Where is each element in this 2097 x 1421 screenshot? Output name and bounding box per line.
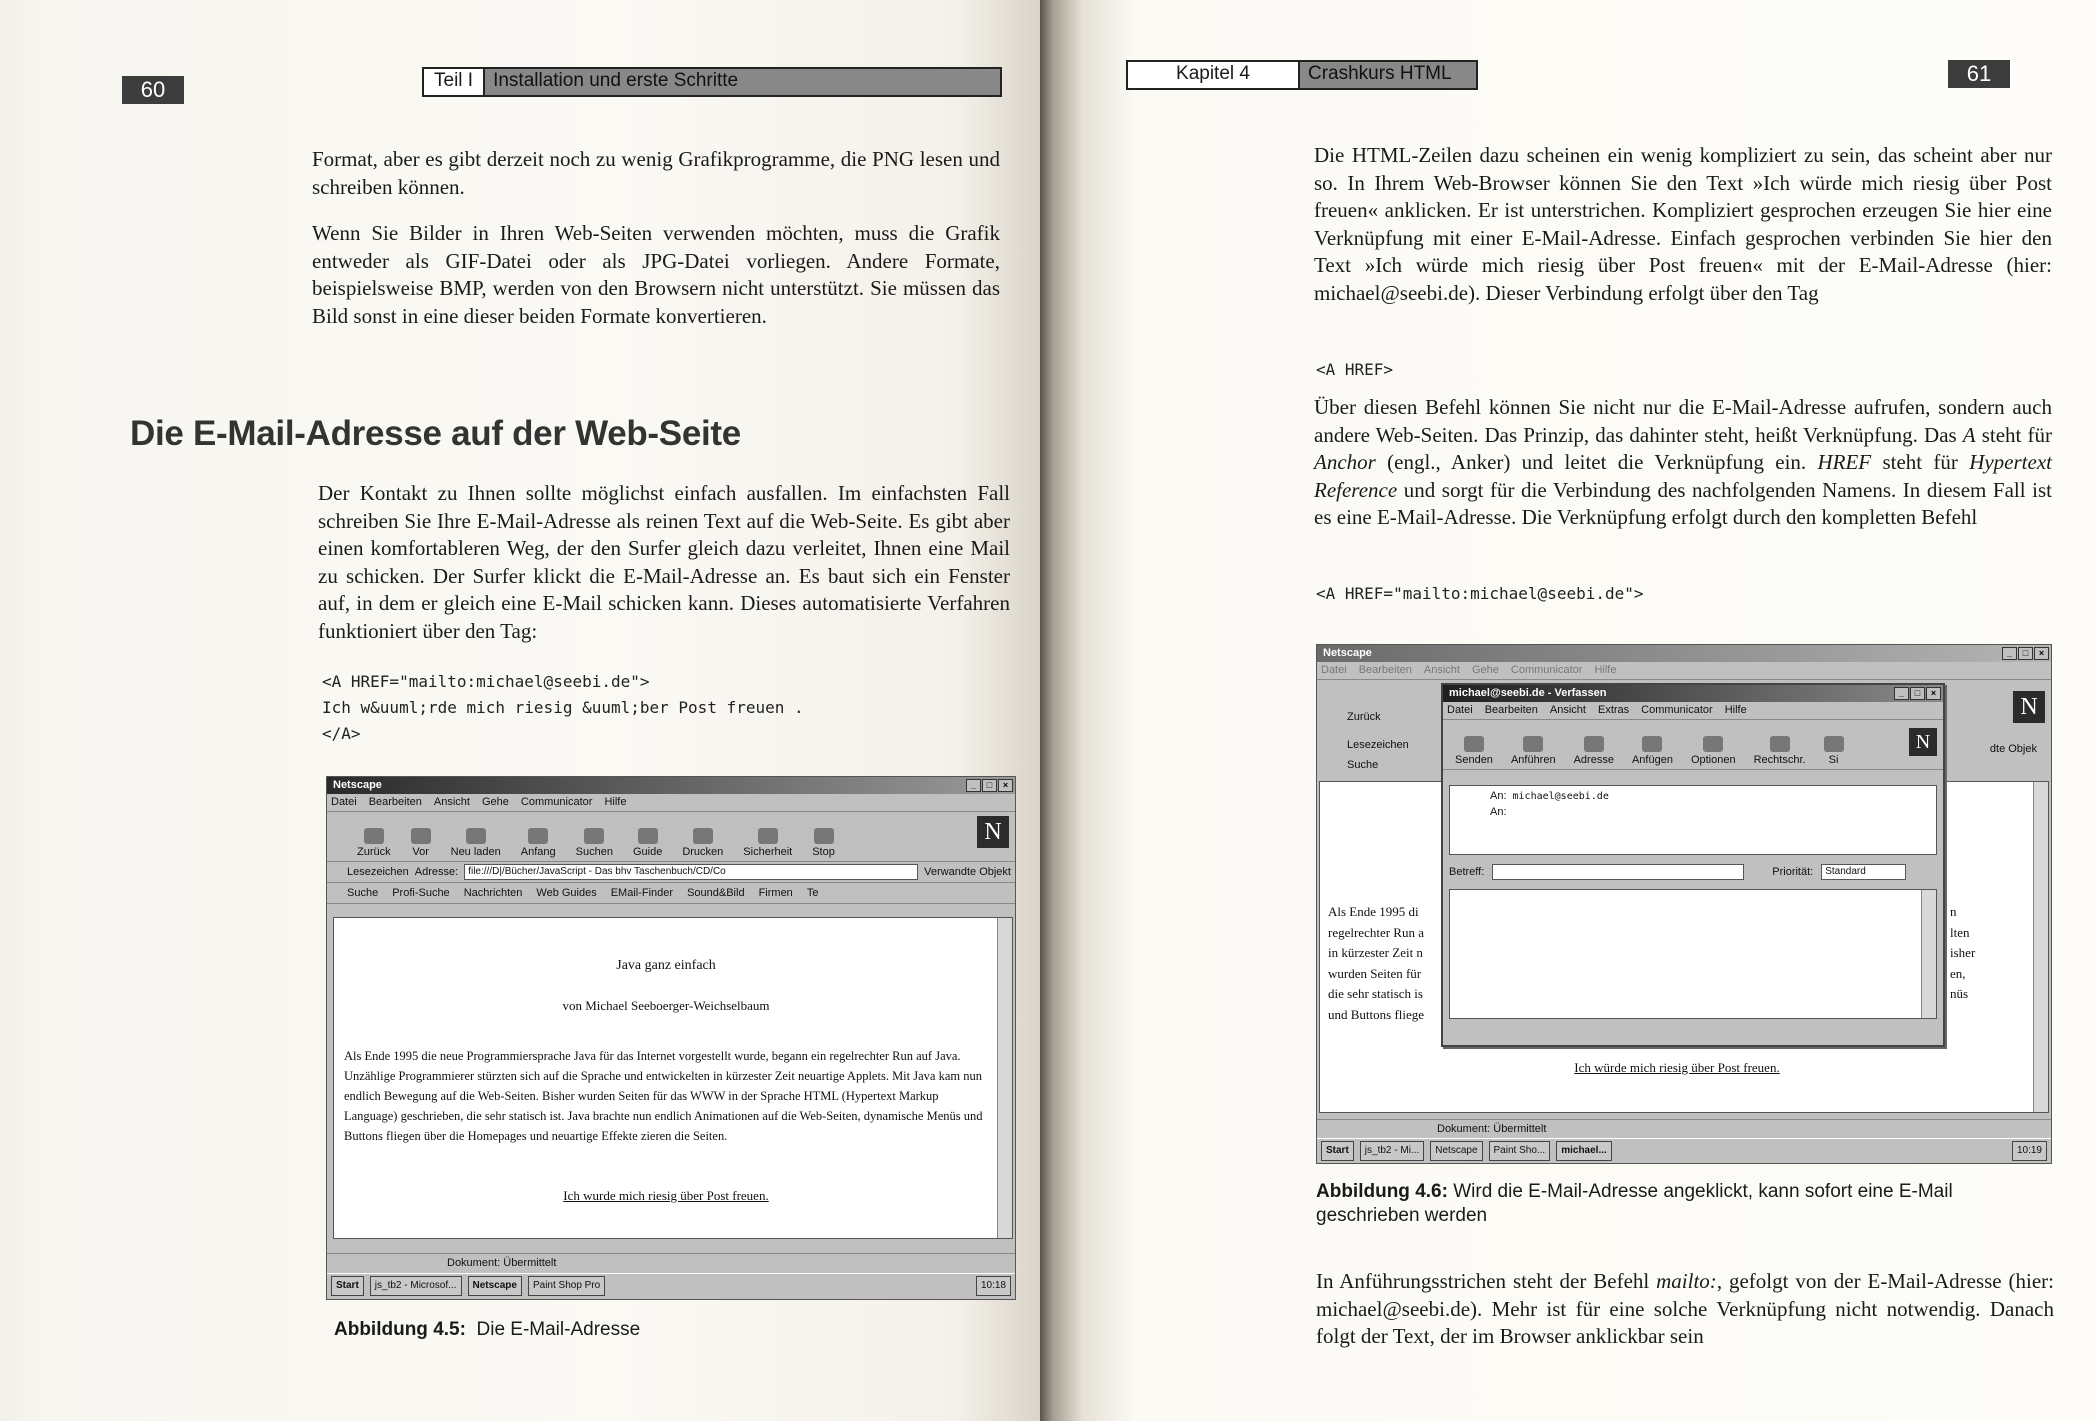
forward-button[interactable] (411, 828, 431, 858)
emphasis: HREF (1817, 450, 1872, 474)
compose-title: michael@seebi.de - Verfassen (1449, 687, 1607, 699)
toolbar-label: Adresse (1573, 754, 1614, 766)
text-run: In Anführungsstrichen steht der Befehl (1316, 1269, 1657, 1293)
menu-item[interactable]: Communicator (1641, 704, 1713, 716)
running-head-part: Kapitel 4 (1128, 62, 1300, 88)
address-area (1449, 785, 1937, 855)
compose-menu-bar (1443, 702, 1943, 720)
to-label: An: (1490, 790, 1507, 802)
menu-bar (1317, 662, 2051, 680)
code-line: <A HREF="mailto:michael@seebi.de"> (322, 672, 650, 691)
figure-caption (334, 1318, 640, 1342)
taskbar-item[interactable]: js_tb2 - Microsof... (370, 1276, 462, 1296)
link-button[interactable]: Nachrichten (463, 887, 523, 899)
stop-button[interactable] (812, 828, 835, 858)
guide-icon (638, 828, 658, 844)
link-button[interactable]: Firmen (758, 887, 793, 899)
outer-toolbar (1317, 681, 1457, 771)
left-page (0, 0, 1040, 1421)
caption-text: Wird die E-Mail-Adresse angeklickt, kann sofort eine E-Mail geschrieben werden (1316, 1181, 1953, 1226)
background-text (1328, 902, 1424, 1025)
toolbar-label: Rechtschr. (1753, 754, 1806, 766)
paragraph: Format, aber es gibt derzeit noch zu wenig Grafikprogramme, die PNG lesen und schreiben können. (312, 147, 1000, 199)
forward-icon (411, 828, 431, 844)
menu-item[interactable]: Datei (1321, 664, 1347, 676)
taskbar-item[interactable]: Netscape (468, 1276, 522, 1296)
options-button[interactable] (1691, 736, 1736, 766)
link-button[interactable]: Profi-Suche (392, 887, 450, 899)
back-button[interactable]: Zurück (1347, 711, 1381, 723)
search-icon (584, 828, 604, 844)
status-text: Dokument: Übermittelt (447, 1257, 557, 1269)
maximize-icon[interactable]: □ (1910, 687, 1925, 700)
home-icon (528, 828, 548, 844)
related-button[interactable]: Verwandte Objekt (924, 866, 1011, 878)
spellcheck-button[interactable] (1754, 736, 1806, 766)
running-head (1126, 60, 1478, 90)
quote-button[interactable] (1511, 736, 1556, 766)
bookmarks-button[interactable]: Lesezeichen (1347, 739, 1409, 751)
send-button[interactable] (1455, 736, 1493, 766)
window-titlebar (327, 777, 1015, 794)
reload-button[interactable] (451, 828, 501, 858)
menu-item[interactable]: Ansicht (1423, 664, 1460, 676)
windows-taskbar (1317, 1138, 2051, 1163)
paragraph: Der Kontakt zu Ihnen sollte möglichst einfach ausfallen. Im einfachsten Fall schreiben Sie Ihre E-Mail-Adresse als reinen Text auf die Web-Seite. Es gibt aber einen komfortableren Weg, der den Surfer gleich dazu verleitet, Ihnen eine Mail zu schicken. Der Surfer klickt die E-Mail-Adresse an. Es baut sich ein Fenster auf, in dem er gleich eine E-Mail schicken kann. Dieses automatisierte Verfahren funktioniert über den Tag: (318, 481, 1010, 643)
close-icon[interactable]: × (998, 779, 1013, 792)
address-label: Adresse: (414, 866, 459, 878)
text-line: regelrechter Run a (1328, 924, 1425, 940)
lock-icon (1824, 736, 1844, 752)
toolbar-label: Anfang (520, 846, 556, 858)
text-line: die sehr statisch is (1328, 986, 1423, 1001)
toolbar-label: Drucken (682, 846, 724, 858)
vertical-scrollbar[interactable] (997, 918, 1012, 1238)
running-head-part: Teil I (424, 69, 485, 95)
text-line: en, (1950, 965, 1966, 981)
lock-icon (758, 828, 778, 844)
page-title: Java ganz einfach (616, 958, 716, 973)
window-titlebar (1317, 645, 2051, 662)
link-button[interactable]: Web Guides (536, 887, 597, 899)
paragraph: Wenn Sie Bilder in Ihren Web-Seiten verwenden möchten, muss die Grafik entweder als GIF-Datei oder als JPG-Datei vorliegen. Andere Formate, beispielsweise BMP, werden von den Browsern nicht unterstützt. Sie müssen das Bild sonst in eine dieser beiden Formate konvertieren. (312, 221, 1000, 328)
addressbook-icon (1584, 736, 1604, 752)
menu-item[interactable]: Ansicht (433, 796, 470, 808)
section-heading: Die E-Mail-Adresse auf der Web-Seite (130, 414, 741, 453)
text-line: wurden Seiten für (1328, 965, 1422, 981)
start-button[interactable]: Start (331, 1276, 364, 1296)
page-body: Als Ende 1995 die neue Programmiersprache Java für das Internet vorgestellt wurde, begann ein regelrechter Run auf Java. Unzählige Programmierer stürzten sich auf die Sprache und entwickelten in kürzester Zeit neuartige Applets. Mit Java kam nun endlich Bewegung auf die Web-Seiten. Bisher wurden Seiten für das WWW in der Sprache HTML (Hypertext Markup Language) geschrieben, die sehr statisch ist. Java brachte nun endlich Animationen auf die Web-Seiten, dynamische Menüs und Buttons fliegen über die Homepages und neuartige Effekte zieren die Seiten. (344, 1049, 983, 1143)
text-run: Über diesen Befehl können Sie nicht nur die E-Mail-Adresse aufrufen, sondern auch andere Web-Seiten. Das Prinzip, das dahinter steht, heißt Verknüpfung. Das (1314, 395, 2052, 447)
toolbar-label: Guide (632, 846, 663, 858)
status-text: Dokument: Übermittelt (1437, 1123, 1547, 1135)
print-icon (693, 828, 713, 844)
taskbar-item[interactable]: Paint Sho... (1489, 1141, 1551, 1161)
figure-caption (1316, 1180, 2056, 1228)
menu-item[interactable]: Hilfe (1724, 704, 1747, 716)
vertical-scrollbar[interactable] (2033, 782, 2048, 1112)
menu-item[interactable]: Hilfe (1594, 664, 1617, 676)
status-bar (1317, 1119, 2051, 1138)
minimize-icon[interactable]: _ (1894, 687, 1909, 700)
send-icon (1464, 736, 1484, 752)
toolbar-label: Stop (812, 846, 835, 858)
page-number: 61 (1948, 60, 2010, 88)
link-button[interactable]: Te (806, 887, 819, 899)
search-button[interactable] (576, 828, 613, 858)
toolbar-label: Senden (1455, 754, 1493, 766)
compose-window (1441, 683, 1945, 1047)
right-page (1040, 0, 2097, 1421)
priority-label: Priorität: (1772, 866, 1814, 878)
print-button[interactable] (682, 828, 723, 858)
toolbar-label: Vor (412, 846, 429, 858)
text-run: steht für (1871, 450, 1970, 474)
page-author: von Michael Seeboerger-Weichselbaum (562, 998, 770, 1013)
taskbar-item[interactable]: michael... (1556, 1141, 1612, 1161)
menu-item[interactable]: Hilfe (604, 796, 627, 808)
menu-item[interactable]: Gehe (1471, 664, 1499, 676)
minimize-icon[interactable]: _ (966, 779, 981, 792)
priority-select[interactable]: Standard (1821, 864, 1906, 880)
paperclip-icon (1642, 736, 1662, 752)
options-icon (1703, 736, 1723, 752)
close-icon[interactable]: × (2034, 647, 2049, 660)
taskbar-item[interactable]: Paint Shop Pro (528, 1276, 605, 1296)
menu-item[interactable]: Datei (331, 796, 357, 808)
start-button[interactable]: Start (1321, 1141, 1354, 1161)
emphasis: mailto: (1656, 1269, 1717, 1293)
mailto-link[interactable]: Ich würde mich riesig über Post freuen. (1574, 1060, 1780, 1075)
toolbar-label: Si (1828, 754, 1839, 766)
window-buttons (1894, 687, 1941, 700)
netscape-logo-icon: N (977, 816, 1009, 848)
paragraph: Die HTML-Zeilen dazu scheinen ein wenig kompliziert zu sein, das scheint aber nur so. In Ihrem Web-Browser können Sie den Text »Ich würde mich riesig über Post freuen« anklicken. Er ist unterstrichen. Kompliziert gesprochen erzeugen Sie hier eine Verknüpfung mit einer E-Mail-Adresse. Einfach gesprochen verbinden Sie hier den Text »Ich würde mich riesig über Post freuen« mit der E-Mail-Adresse (hier: michael@seebi.de). Dieser Verbindung erfolgt über den Tag (1314, 143, 2052, 305)
toolbar-label: Anfügen (1631, 754, 1673, 766)
maximize-icon[interactable]: □ (982, 779, 997, 792)
link-button[interactable]: EMail-Finder (610, 887, 674, 899)
menu-item[interactable]: Ansicht (1549, 704, 1586, 716)
maximize-icon[interactable]: □ (2018, 647, 2033, 660)
menu-item[interactable]: Extras (1597, 704, 1630, 716)
menu-item[interactable]: Gehe (481, 796, 509, 808)
menu-item[interactable]: Datei (1447, 704, 1473, 716)
security-button[interactable] (1824, 736, 1844, 766)
code-line: <A HREF="mailto:michael@seebi.de"> (1316, 584, 1644, 603)
close-icon[interactable]: × (1926, 687, 1941, 700)
menu-item[interactable]: Bearbeiten (1358, 664, 1412, 676)
navigation-toolbar (327, 812, 1015, 862)
page-content (333, 917, 1013, 1239)
search-link[interactable]: Suche (1347, 759, 1379, 771)
to-value[interactable]: michael@seebi.de (1512, 790, 1609, 802)
minimize-icon[interactable]: _ (2002, 647, 2017, 660)
attach-button[interactable] (1632, 736, 1673, 766)
running-head (422, 67, 1002, 97)
address-button[interactable] (1574, 736, 1614, 766)
back-button[interactable] (357, 828, 391, 858)
window-buttons (2002, 647, 2049, 660)
netscape-logo-icon: N (1909, 728, 1937, 756)
code-line: <A HREF> (1316, 360, 1394, 379)
emphasis: Anchor (1314, 450, 1376, 474)
text-line: nüs (1950, 986, 1969, 1001)
window-title: Netscape (1323, 647, 1372, 659)
page-number: 60 (122, 76, 184, 104)
text-line: in kürzester Zeit n (1328, 945, 1423, 960)
windows-taskbar (327, 1273, 1015, 1298)
menu-item[interactable]: Bearbeiten (1484, 704, 1538, 716)
link-button[interactable]: Suche (347, 887, 379, 899)
subject-row (1449, 863, 1937, 881)
home-button[interactable] (521, 828, 556, 858)
caption-label: Abbildung 4.6: (1316, 1181, 1448, 1202)
text-run: und sorgt für die Verbindung des nachfolgenden Namens. In diesem Fall ist es eine E-Mail-Adresse. Die Verknüpfung erfolgt durch den kompletten Befehl (1314, 477, 2052, 529)
subject-input[interactable] (1492, 864, 1744, 880)
vertical-scrollbar[interactable] (1921, 890, 1936, 1018)
compose-titlebar (1443, 685, 1943, 702)
text-line: und Buttons fliege (1328, 1006, 1425, 1022)
code-line: Ich w&uuml;rde mich riesig &uuml;ber Post freuen . (322, 698, 804, 717)
emphasis: A (1962, 422, 1976, 447)
toolbar-label: Neu laden (450, 846, 501, 858)
emphasis: Hypertext Reference (1314, 450, 2052, 502)
text-run: (engl., Anker) und leitet die Verknüpfung ein. (1375, 450, 1818, 474)
netscape-logo-icon: N (2013, 691, 2045, 723)
text-run: steht für (1975, 422, 2052, 447)
quote-icon (1523, 736, 1543, 752)
text-line: lten (1950, 924, 1970, 940)
text-line: n (1950, 904, 1957, 919)
background-text-right (1950, 902, 1975, 1005)
link-button[interactable]: Sound&Bild (687, 887, 745, 899)
taskbar-clock: 10:18 (976, 1276, 1011, 1296)
personal-toolbar (327, 883, 1015, 904)
stop-icon (814, 828, 834, 844)
security-button[interactable] (743, 828, 792, 858)
message-body[interactable] (1449, 889, 1937, 1019)
recipient-row (1490, 790, 1609, 802)
window-title: Netscape (333, 779, 382, 791)
text-line: isher (1950, 945, 1976, 960)
recipient-row (1490, 806, 1507, 818)
browser-screenshot (1316, 644, 2052, 1164)
status-bar (327, 1253, 1015, 1272)
toolbar-label: Optionen (1690, 754, 1736, 766)
text-line: Als Ende 1995 di (1328, 904, 1419, 919)
to-label: An: (1490, 806, 1507, 818)
menu-item[interactable]: Bearbeiten (368, 796, 422, 808)
toolbar-label: Zurück (357, 846, 391, 858)
back-icon (364, 828, 384, 844)
taskbar-item[interactable]: Netscape (1430, 1141, 1482, 1161)
toolbar-label: Sicherheit (743, 846, 793, 858)
menu-bar (327, 794, 1015, 812)
taskbar-item[interactable]: js_tb2 - Mi... (1360, 1141, 1424, 1161)
address-bar (327, 862, 1015, 883)
caption-text: Die E-Mail-Adresse (476, 1319, 641, 1340)
compose-toolbar (1443, 720, 1943, 770)
toolbar-label: Suchen (575, 846, 613, 858)
mailto-link[interactable]: Ich wurde mich riesig über Post freuen. (563, 1188, 769, 1203)
toolbar-label: Anführen (1510, 754, 1556, 766)
browser-screenshot (326, 776, 1016, 1300)
guide-button[interactable] (633, 828, 662, 858)
code-line: </A> (322, 724, 361, 743)
outer-related[interactable]: dte Objek (1989, 743, 2037, 755)
paragraph (1316, 1268, 2054, 1351)
running-head-title: Installation und erste Schritte (485, 69, 1000, 95)
taskbar-clock: 10:19 (2012, 1141, 2047, 1161)
text-run: , gefolgt von der E-Mail-Adresse (hier: michael@seebi.de). Mehr ist für eine solche Verknüpfung nicht notwendig. Danach folgt der Text, der im Browser anklickbar sein (1316, 1269, 2054, 1348)
address-input[interactable]: file:///D|/Bücher/JavaScript - Das bhv Taschenbuch/CD/Co (464, 864, 918, 880)
paragraph (1314, 394, 2052, 532)
menu-item[interactable]: Communicator (520, 796, 593, 808)
reload-icon (466, 828, 486, 844)
menu-item[interactable]: Communicator (1510, 664, 1583, 676)
subject-label: Betreff: (1449, 866, 1485, 878)
caption-label: Abbildung 4.5: (334, 1319, 466, 1340)
bookmarks-button[interactable]: Lesezeichen (347, 866, 409, 878)
window-buttons (966, 779, 1013, 792)
spellcheck-icon (1770, 736, 1790, 752)
running-head-title: Crashkurs HTML (1300, 62, 1476, 88)
